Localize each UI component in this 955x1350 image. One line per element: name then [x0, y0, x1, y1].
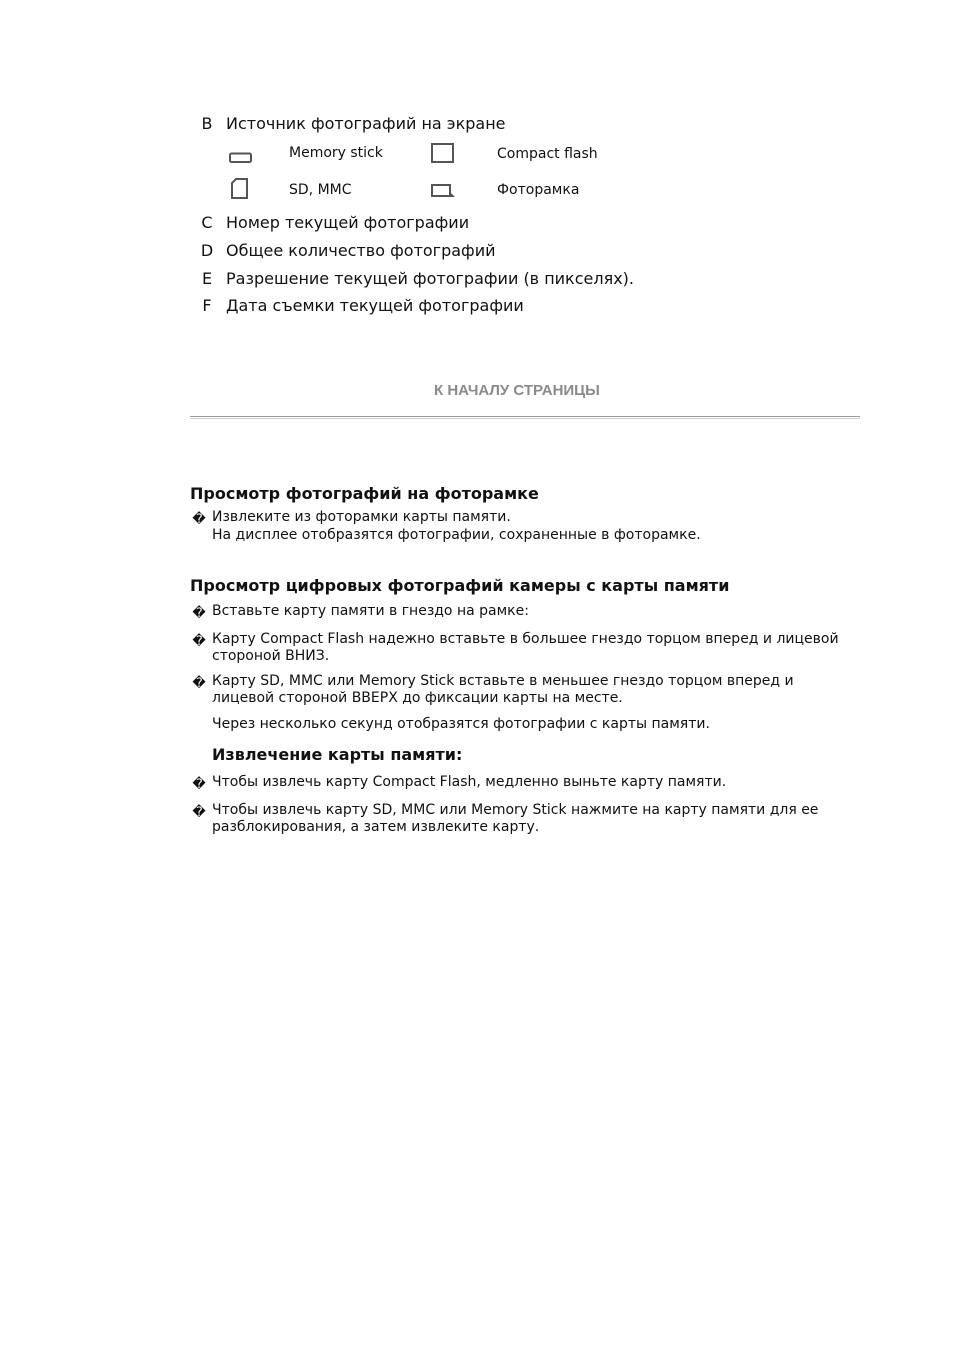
memory-stick-icon — [229, 149, 253, 168]
photo-frame-icon — [431, 183, 457, 203]
divider — [190, 416, 860, 419]
section-heading-view-frame-photos: Просмотр фотографий на фоторамке — [190, 484, 539, 503]
note-text: Через несколько секунд отобразятся фотографии с карты памяти. — [212, 716, 710, 732]
legend-letter: C — [201, 213, 213, 232]
bullet-icon: � — [192, 777, 206, 792]
subheading-remove-card: Извлечение карты памяти: — [212, 745, 463, 764]
legend-text: Номер текущей фотографии — [226, 213, 470, 232]
bullet-text: Карту Compact Flash надежно вставьте в большее гнездо торцом вперед и лицевой стороной ВНИЗ. — [212, 631, 839, 664]
sd-card-icon — [231, 178, 249, 204]
bullet-text: Чтобы извлечь карту Compact Flash, медленно выньте карту памяти. — [212, 774, 727, 790]
source-label-memory-stick: Memory stick — [289, 145, 383, 161]
legend-text-b: Источник фотографий на экране — [226, 114, 506, 133]
bullet-icon: � — [192, 606, 206, 621]
section-heading-view-card-photos: Просмотр цифровых фотографий камеры с карты памяти — [190, 576, 730, 595]
legend-letter-b: B — [201, 114, 213, 133]
bullet-icon: � — [192, 634, 206, 649]
bullet-text: Извлеките из фоторамки карты памяти. На дисплее отобразятся фотографии, сохраненные в фоторамке. — [212, 509, 701, 543]
compact-flash-icon — [431, 143, 455, 168]
legend-text: Разрешение текущей фотографии (в пикселях). — [226, 269, 635, 288]
bullet-icon: � — [192, 512, 206, 527]
bullet-text: Вставьте карту памяти в гнездо на рамке: — [212, 603, 529, 619]
bullet-text: Карту SD, MMC или Memory Stick вставьте в меньшее гнездо торцом вперед и лицевой стороной ВВЕРХ до фиксации карты на месте. — [212, 673, 794, 706]
source-label-photo-frame: Фоторамка — [497, 182, 580, 198]
bullet-icon: � — [192, 676, 206, 691]
source-label-compact-flash: Compact flash — [497, 146, 598, 162]
legend-letter: E — [201, 269, 213, 288]
bullet-icon: � — [192, 805, 206, 820]
legend-text: Общее количество фотографий — [226, 241, 496, 260]
legend-letter: F — [202, 296, 212, 315]
bullet-text: Чтобы извлечь карту SD, MMC или Memory Stick нажмите на карту памяти для ее разблокирования, а затем извлеките карту. — [212, 802, 819, 835]
legend-letter: D — [200, 241, 214, 260]
source-label-sd-mmc: SD, MMC — [289, 182, 352, 198]
back-to-top-link[interactable]: К НАЧАЛУ СТРАНИЦЫ — [434, 382, 600, 399]
legend-text: Дата съемки текущей фотографии — [226, 296, 524, 315]
